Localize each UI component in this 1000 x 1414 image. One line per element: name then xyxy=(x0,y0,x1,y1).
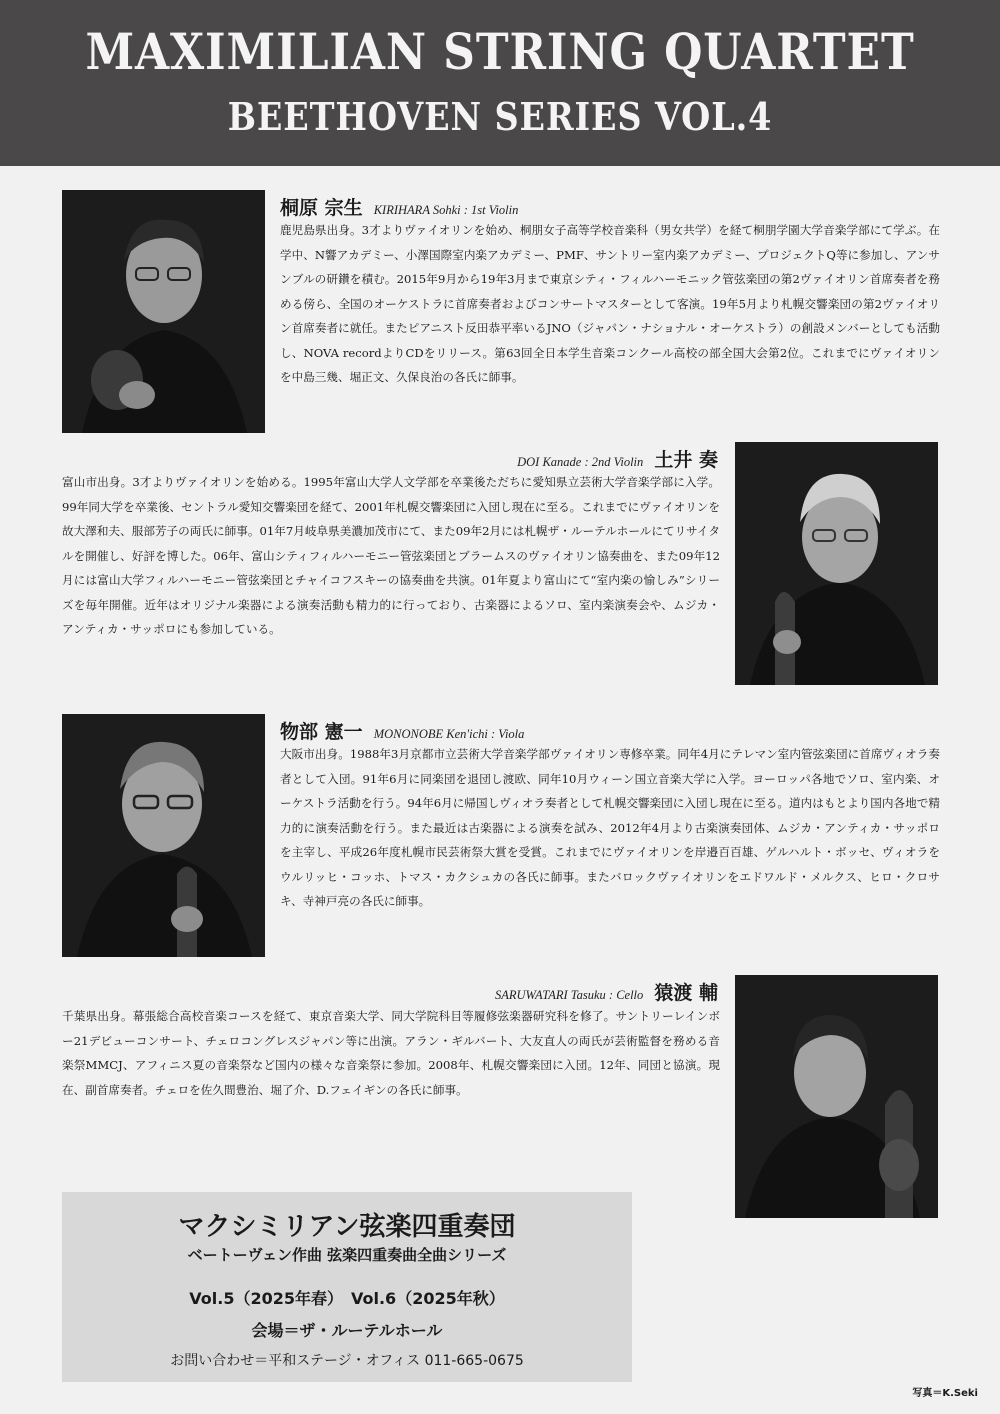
member-name-row xyxy=(495,978,718,1005)
info-contact: お問い合わせ＝平和ステージ・オフィス 011-665-0675 xyxy=(170,1353,524,1369)
member-bio: 鹿児島県出身。3才よりヴァイオリンを始め、桐朋女子高等学校音楽科（男女共学）を経て桐朋学園大学音楽学部にて学ぶ。在学中、N響アカデミー、小澤国際室内楽アカデミー、PMF、サントリー室内楽アカデミー、プロジェクトQ等に参加し、アンサンブルの研鑽を積む。2015年9月から19年3月まで東京シティ・フィルハーモニック管弦楽団の第2ヴァイオリン首席奏者を務める傍ら、全国のオーケストラに首席奏者およびコンサートマスターとして客演。19年5月より札幌交響楽団の第2ヴァイオリン首席奏者に就任。またピアニスト反田恭平率いるJNO（ジャパン・ナショナル・オーケストラ）の創設メンバーとしても活動し、NOVA recordよりCDをリリース。第63回全日本学生音楽コンクール高校の部全国大会第2位。これまでにヴァイオリンを中島三幾、堀正文、久保良治の各氏に師事。 xyxy=(280,223,940,384)
member-name-jp: 土井 奏 xyxy=(654,449,718,471)
info-volumes: Vol.5（2025年春） Vol.6（2025年秋） xyxy=(189,1289,505,1308)
member-name-roman: SARUWATARI Tasuku : Cello xyxy=(494,988,644,1002)
member-name-roman: DOI Kanade : 2nd Violin xyxy=(517,455,644,469)
header-banner xyxy=(0,0,1000,166)
member-name-jp: 物部 憲一 xyxy=(280,721,363,743)
concert-info-box xyxy=(62,1192,632,1382)
photo-credit: 写真＝K.Seki xyxy=(912,1388,978,1399)
member-name-jp: 桐原 宗生 xyxy=(280,197,363,219)
portrait-photo-doi xyxy=(735,442,938,685)
info-venue: 会場＝ザ・ルーテルホール xyxy=(251,1321,443,1340)
member-name-roman: KIRIHARA Sohki : 1st Violin xyxy=(373,203,519,217)
member-name-roman: MONONOBE Ken'ichi : Viola xyxy=(373,727,525,741)
member-name-row xyxy=(280,717,524,744)
page-title: MAXIMILIAN STRING QUARTET xyxy=(85,22,915,81)
member-name-row xyxy=(280,193,518,220)
info-title: マクシミリアン弦楽四重奏団 xyxy=(178,1212,516,1242)
member-bio: 大阪市出身。1988年3月京都市立芸術大学音楽学部ヴァイオリン専修卒業。同年4月にテレマン室内管弦楽団に首席ヴィオラ奏者として入団。91年6月に同楽団を退団し渡欧、同年10月ウィーン国立音楽大学に入学。ヨーロッパ各地でソロ、室内楽、オーケストラ活動を行う。94年6月に帰国しヴィオラ奏者として札幌交響楽団に入団し現在に至る。道内はもとより国内各地で精力的に演奏活動を行う。また最近は古楽器による演奏を試み、2012年4月より古楽演奏団体、ムジカ・アンティカ・サッポロを主宰し、平成26年度札幌市民芸術祭大賞を受賞。これまでにヴァイオリンを岸邉百百雄、ゲルハルト・ボッセ、ヴィオラをウルリッヒ・コッホ、トマス・カクシュカの各氏に師事。またバロックヴァイオリンをエドワルド・メルクス、ヒロ・クロサキ、寺神戸亮の各氏に師事。 xyxy=(280,747,940,908)
portrait-photo-kirihara xyxy=(62,190,265,433)
member-bio: 千葉県出身。幕張総合高校音楽コースを経て、東京音楽大学、同大学院科目等履修弦楽器研究科を修了。サントリーレインボー21デビューコンサート、チェロコングレスジャパン等に出演。アラン・ギルバート、大友直人の両氏が芸術監督を務める音楽祭MMCJ、アフィニス夏の音楽祭など国内の様々な音楽祭に参加。2008年、札幌交響楽団に入団。12年、同団と協演。現在、副首席奏者。チェロを佐久間豊治、堀了介、D.フェイギンの各氏に師事。 xyxy=(62,1009,720,1097)
member-name-row xyxy=(517,445,718,472)
member-name-jp: 猿渡 輔 xyxy=(654,982,718,1004)
portrait-photo-saruwatari xyxy=(735,975,938,1218)
portrait-photo-mononobe xyxy=(62,714,265,957)
page-subtitle: BEETHOVEN SERIES VOL.4 xyxy=(227,94,773,139)
member-bio: 富山市出身。3才よりヴァイオリンを始める。1995年富山大学人文学部を卒業後ただちに愛知県立芸術大学音楽学部に入学。99年同大学を卒業後、セントラル愛知交響楽団を経て、2001年札幌交響楽団に入団し現在に至る。これまでにヴァイオリンを故大澤和夫、服部芳子の両氏に師事。01年7月岐阜県美濃加茂市にて、また09年2月には札幌ザ・ルーテルホールにてリサイタルを開催し、好評を博した。06年、富山シティフィルハーモニー管弦楽団とブラームスのヴァイオリン協奏曲を、また09年12月には富山大学フィルハーモニー管弦楽団とチャイコフスキーの協奏曲を共演。01年夏より富山にて“室内楽の愉しみ”シリーズを毎年開催。近年はオリジナル楽器による演奏活動も精力的に行っており、古楽器によるソロ、室内楽演奏会や、ムジカ・アンティカ・サッポロにも参加している。 xyxy=(62,475,720,636)
info-subtitle: ベートーヴェン作曲 弦楽四重奏曲全曲シリーズ xyxy=(187,1246,507,1264)
